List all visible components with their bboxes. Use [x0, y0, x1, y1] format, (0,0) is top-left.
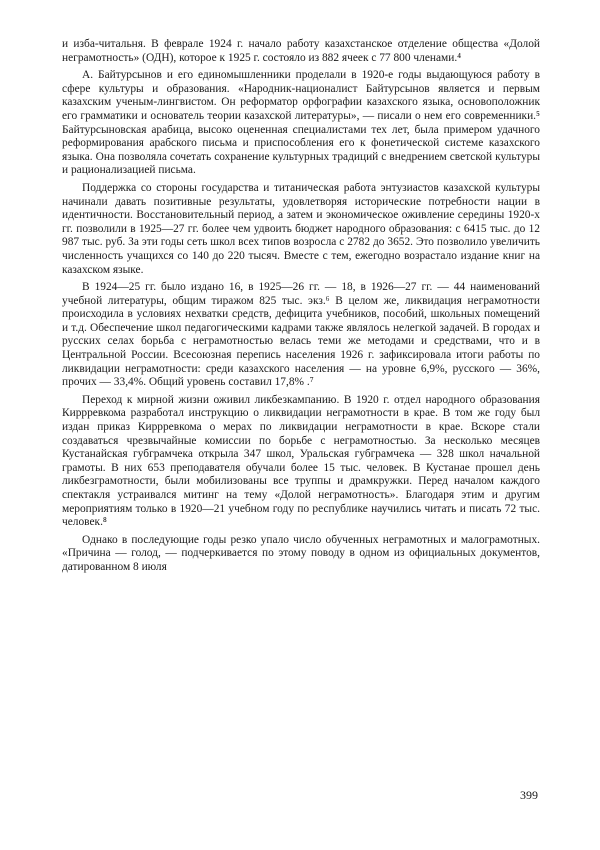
paragraph-4: В 1924—25 гг. было издано 16, в 1925—26 гг. — 18, в 1926—27 гг. — 44 наименований учебной литературы, общим тиражом 825 тыс. экз.⁶ В целом же, ликвидация неграмотности происходила в условиях нехватки средств, дефицита учебников, пособий, школьных помещений и т.д. Обеспечение школ педагогическими кадрами также являлось нелегкой задачей. В городах и русских селах борьба с неграмотностью велась теми же методами и средствами, что и в Центральной России. Всесоюзная перепись населения 1926 г. зафиксировала итоги работы по ликвидации неграмотности: среди казахского населения — на уровне 6,9%, русского — 36%, прочих — 33,4%. Общий уровень составил 17,8% .⁷ [62, 281, 540, 389]
paragraph-1: и изба-читальня. В феврале 1924 г. начало работу казахстанское отделение общества «Долой неграмотность» (ОДН), которое к 1925 г. состояло из 882 ячеек с 77 800 членами.⁴ [62, 38, 540, 64]
paragraph-5: Переход к мирной жизни оживил ликбезкампанию. В 1920 г. отдел народного образования Киррревкома разработал инструкцию о ликвидации неграмотности в крае. В том же году был издан приказ Киррревкома о мерах по ликвидации неграмотности в крае. Вскоре стали создаваться чрезвычайные комиссии по борьбе с неграмотностью. За несколько месяцев Кустанайская губграмчека открыла 347 школ, Уральская губграмчека — 328 школ начальной грамоты. В них 653 преподавателя обучали более 15 тыс. человек. В Кустанае прошел день ликбезграмотности, были мобилизованы все труппы и драмкружки. Перед началом каждого спектакля устраивался митинг на тему «Долой неграмотность». Благодаря этим и другим мероприятиям только в 1920—21 учебном году по республике научились читать и писать 72 тыс. человек.⁸ [62, 393, 540, 529]
paragraph-6: Однако в последующие годы резко упало число обученных неграмотных и малограмотных. «Причина — голод, — подчеркивается по этому поводу в одном из официальных документов, датированном 8 июля [62, 533, 540, 573]
page-number: 399 [520, 788, 538, 802]
paragraph-2: А. Байтурсынов и его единомышленники проделали в 1920-е годы выдающуюся работу в сфере культуры и образования. «Народник-националист Байтурсынов является и первым казахским ученым-лингвистом. Он реформатор орфографии казахского языка, основоположник его грамматики и основатель теории казахской литературы», — писали о нем его современники.⁵ Байтурсыновская арабица, высоко оцененная специалистами тех лет, была примером удачного реформирования арабского письма и приспособления его к фонетической системе казахского языка. Она позволяла сочетать сохранение культурных традиций с внедрением светской культуры и рационализацией письма. [62, 69, 540, 177]
paragraph-3: Поддержка со стороны государства и титаническая работа энтузиастов казахской культуры начинали давать позитивные результаты, удовлетворяя исторические потребности нации в идентичности. Восстановительный период, а затем и экономическое оживление середины 1920-х гг. позволили в 1925—27 гг. более чем удвоить бюджет народного образования: с 6415 тыс. до 12 987 тыс. руб. За эти годы сеть школ всех типов возросла с 2782 до 3652. Это позволило увеличить численность учащихся со 140 до 220 тысяч. Вместе с тем, ежегодно возрастало издание книг на казахском языке. [62, 181, 540, 276]
document-page [62, 38, 540, 575]
